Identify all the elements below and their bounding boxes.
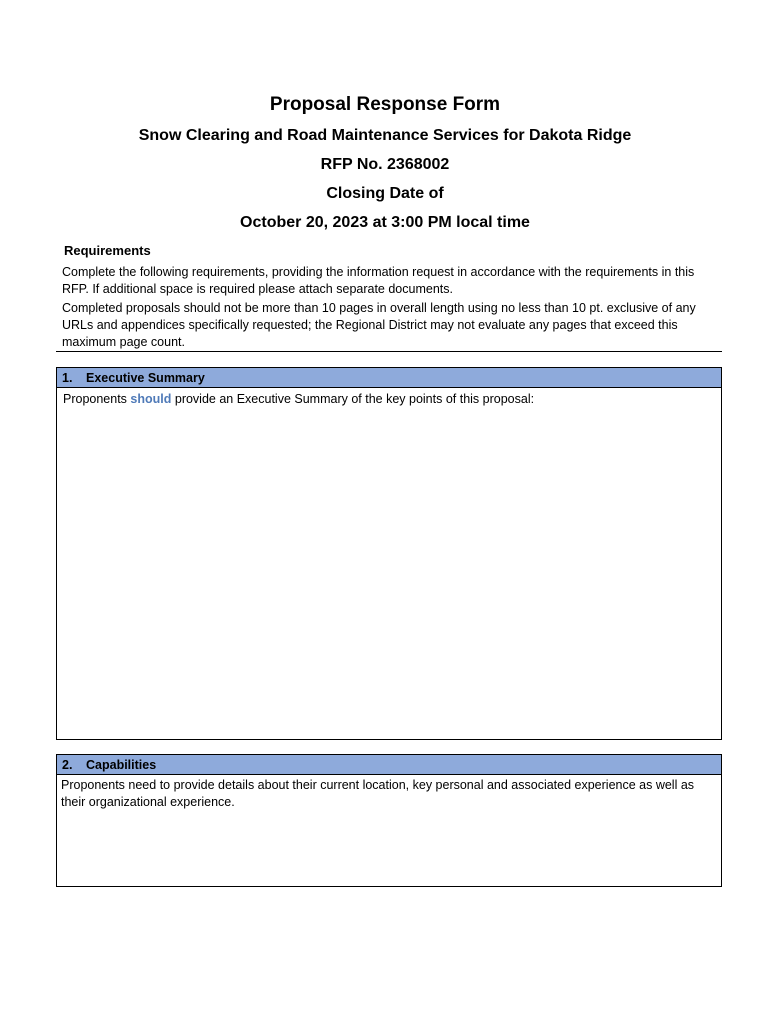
section-header — [57, 368, 721, 388]
requirements-paragraph-2: Completed proposals should not be more than 10 pages in overall length using no less than 10 pt. exclusive of any URLs and appendices specifically requested; the Regional District may not evaluate any pages that exceed this maximum page count. — [62, 301, 696, 349]
section-title: Executive Summary — [86, 371, 205, 385]
form-title: Proposal Response Form — [269, 94, 501, 115]
requirements-paragraph-1: Complete the following requirements, providing the information request in accordance with the requirements in this RFP. If additional space is required please attach separate documents. — [62, 265, 695, 296]
requirements-heading: Requirements — [64, 243, 151, 258]
instruction-text-end: provide an Executive Summary of the key points of this proposal: — [171, 392, 535, 406]
project-title: Snow Clearing and Road Maintenance Services for Dakota Ridge — [138, 127, 632, 144]
instruction-emphasis: should — [130, 392, 172, 406]
closing-date: October 20, 2023 at 3:00 PM local time — [240, 214, 530, 231]
section-number: 2. — [62, 758, 73, 772]
document-header — [0, 92, 770, 237]
instruction-text: Proponents need to provide details about their current location, key personal and associated experience as well as their organizational experience. — [61, 778, 695, 809]
capabilities-section — [56, 754, 722, 887]
rfp-number: RFP No. 2368002 — [320, 156, 450, 173]
closing-label: Closing Date of — [326, 185, 444, 202]
executive-summary-response-area[interactable] — [57, 388, 721, 408]
section-title: Capabilities — [86, 758, 157, 772]
instruction-text-start: Proponents — [63, 392, 131, 406]
executive-summary-section — [56, 367, 722, 740]
requirements-divider — [56, 351, 722, 352]
requirements-block — [62, 243, 722, 353]
capabilities-response-area[interactable] — [57, 775, 721, 811]
section-number: 1. — [62, 371, 73, 385]
section-header — [57, 755, 721, 775]
